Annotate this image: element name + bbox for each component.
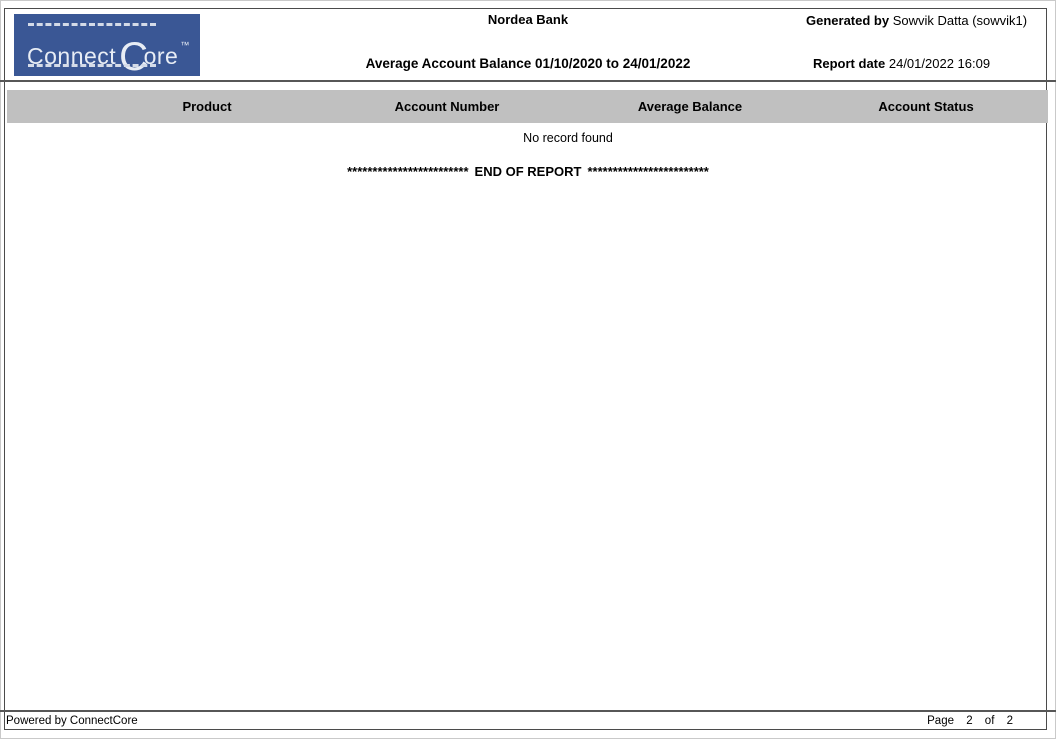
logo-crescent-c: C — [119, 35, 149, 76]
end-of-report-label: END OF REPORT — [474, 164, 582, 179]
table-header-row — [7, 90, 1048, 123]
column-header-product: Product — [182, 99, 232, 114]
header-divider-line — [0, 80, 1056, 82]
page-of-label: of — [984, 715, 995, 727]
report-date-label: Report date — [813, 56, 886, 71]
powered-by-text: Powered by ConnectCore — [6, 715, 138, 727]
report-date-value: 24/01/2022 16:09 — [888, 56, 991, 71]
logo-text-ore: ore — [143, 43, 179, 69]
column-header-average-balance: Average Balance — [637, 99, 743, 114]
logo-text-connect: Connect — [27, 43, 117, 69]
page-number-indicator — [927, 715, 1013, 727]
column-header-account-number: Account Number — [394, 99, 500, 114]
no-record-message: No record found — [523, 131, 613, 145]
report-date-row — [813, 56, 990, 71]
footer-divider-line — [0, 710, 1056, 712]
generated-by-value: Sowvik Datta (sowvik1) — [892, 13, 1028, 28]
page-total: 2 — [1006, 715, 1013, 727]
page-current: 2 — [966, 715, 973, 727]
column-header-account-status: Account Status — [878, 99, 974, 114]
report-title: Average Account Balance 01/10/2020 to 24/01/2022 — [365, 56, 691, 71]
bank-name-title: Nordea Bank — [487, 12, 569, 27]
end-of-report-stars-right: ************************ — [587, 164, 709, 179]
trademark-symbol: ™ — [180, 40, 190, 50]
page-label: Page — [927, 715, 954, 727]
generated-by-label: Generated by — [806, 13, 890, 28]
end-of-report-stars-left: ************************ — [347, 164, 469, 179]
generated-by-row — [806, 13, 1027, 28]
end-of-report-line — [0, 164, 1056, 179]
